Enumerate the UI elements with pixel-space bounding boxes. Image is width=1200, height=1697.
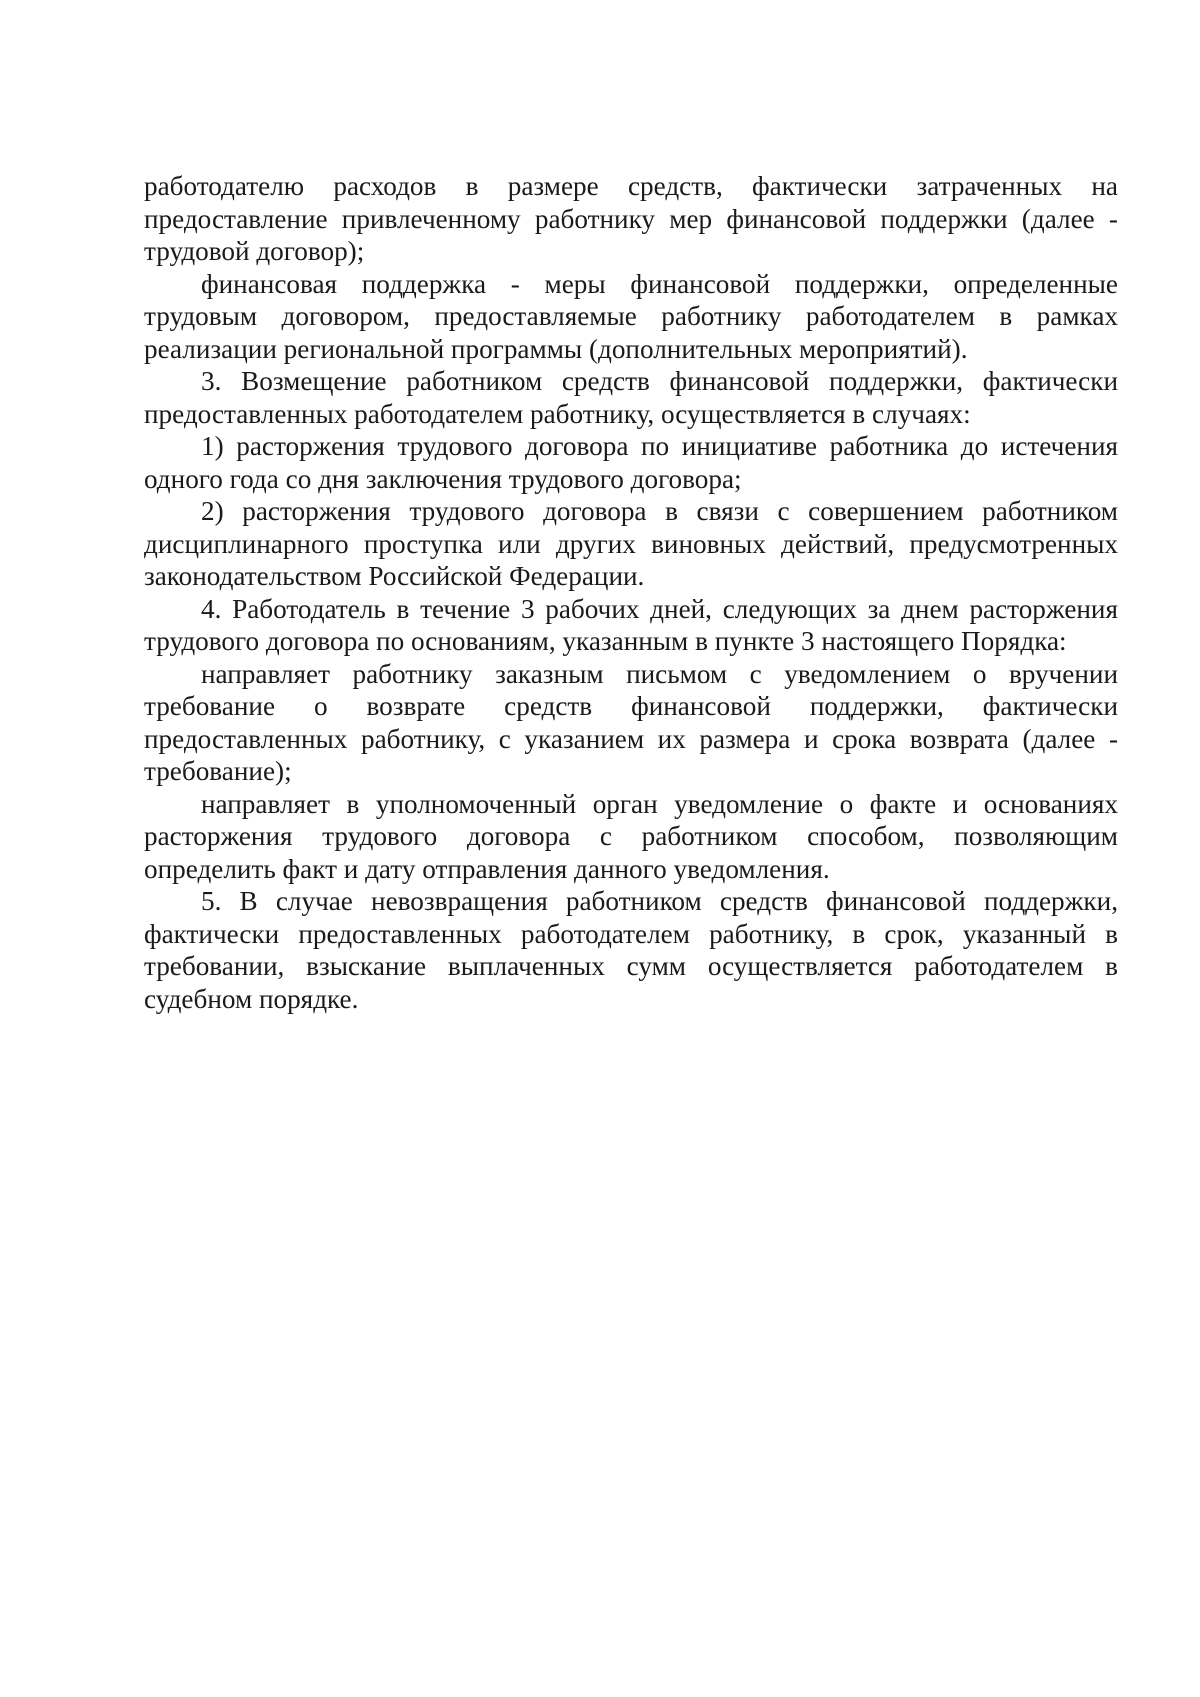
document-body [144,170,1118,1015]
paragraph-clause-3-item-2: 2) расторжения трудового договора в связи с совершением работником дисциплинарного проступка или других виновных действий, предусмотренных законодательством Российской Федерации. [144,496,1118,591]
paragraph-clause-4: 4. Работодатель в течение 3 рабочих дней, следующих за днем расторжения трудового договора по основаниям, указанным в пункте 3 настоящего Порядка: [144,593,1118,656]
paragraph-clause-3-item-1: 1) расторжения трудового договора по инициативе работника до истечения одного года со дня заключения трудового договора; [144,431,1118,494]
paragraph-clause-5: 5. В случае невозвращения работником средств финансовой поддержки, фактически предоставленных работодателем работнику, в срок, указанный в требовании, взыскание выплаченных сумм осуществляется работодателем в судебном порядке. [144,886,1118,1014]
paragraph-financial-support-definition: финансовая поддержка - меры финансовой поддержки, определенные трудовым договором, предоставляемые работнику работодателем в рамках реализации региональной программы (дополнительных мероприятий). [144,268,1118,364]
paragraph-continuation: работодателю расходов в размере средств, фактически затраченных на предоставление привлеченному работнику мер финансовой поддержки (далее - трудовой договор); [144,171,1118,266]
paragraph-clause-4-notice: направляет в уполномоченный орган уведомление о факте и основаниях расторжения трудового договора с работником способом, позволяющим определить факт и дату отправления данного уведомления. [144,788,1118,884]
paragraph-clause-4-demand: направляет работнику заказным письмом с уведомлением о вручении требование о возврате средств финансовой поддержки, фактически предоставленных работнику, с указанием их размера и срока возврата (далее - требование); [144,658,1118,786]
paragraph-clause-3: 3. Возмещение работником средств финансовой поддержки, фактически предоставленных работодателем работнику, осуществляется в случаях: [144,366,1118,429]
